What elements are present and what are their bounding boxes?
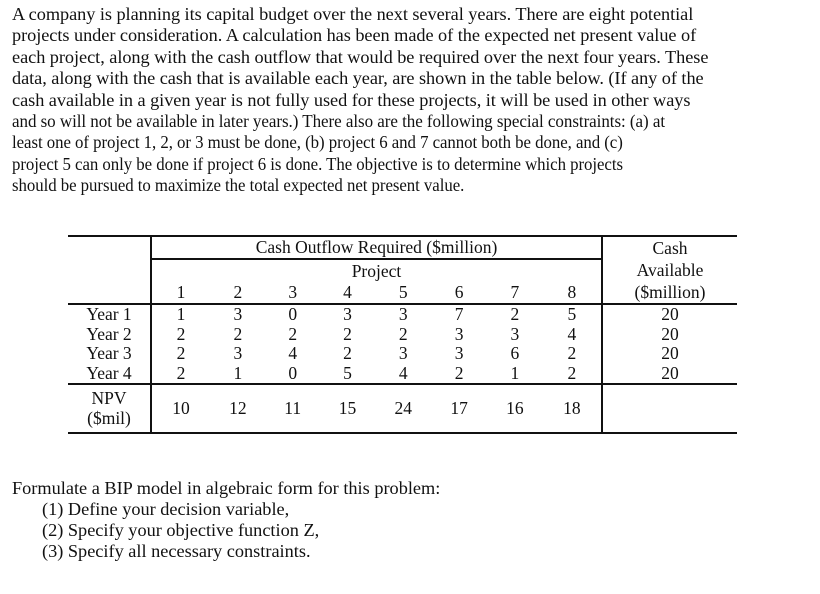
npv-label-line: NPV <box>91 388 127 408</box>
problem-line: project 5 can only be done if project 6 is done. The objective is to determine which projects <box>12 153 623 174</box>
row-label: Year 3 <box>86 343 132 363</box>
table-row <box>68 344 737 364</box>
project-number: 3 <box>288 281 298 302</box>
cell: 1 <box>510 362 520 383</box>
cash-outflow-table <box>68 235 737 434</box>
table-row <box>68 364 737 385</box>
cell: 2 <box>151 325 210 345</box>
cash-cell: 20 <box>602 364 737 385</box>
npv-cell: 24 <box>394 397 413 418</box>
task-intro: Formulate a BIP model in algebraic form for this problem: <box>12 478 441 498</box>
cell: 4 <box>288 343 298 363</box>
npv-cell: 10 <box>151 384 210 433</box>
npv-cell: 15 <box>338 397 357 418</box>
task-instructions <box>12 478 440 562</box>
cell: 5 <box>343 362 352 383</box>
cash-header-line: Available <box>636 260 704 280</box>
corner-cell <box>68 236 151 259</box>
cell: 4 <box>398 362 408 383</box>
npv-cell: 12 <box>229 397 247 418</box>
cell: 3 <box>343 304 352 324</box>
project-number: 6 <box>454 281 464 302</box>
problem-statement <box>12 4 812 197</box>
cell: 3 <box>233 343 243 363</box>
cell: 3 <box>454 323 464 344</box>
cell: 2 <box>567 343 577 363</box>
cell: 5 <box>567 304 577 324</box>
problem-line: and so will not be available in later years.) There also are the following special constraints: (a) at <box>12 111 666 132</box>
project-header: Project <box>151 259 602 282</box>
cell: 2 <box>288 323 298 344</box>
cell: 0 <box>288 304 298 324</box>
npv-cell: 17 <box>450 397 468 418</box>
npv-row <box>68 384 737 433</box>
problem-line: least one of project 1, 2, or 3 must be done, (b) project 6 and 7 cannot both be done, and (c) <box>12 132 623 153</box>
table-row <box>68 325 737 345</box>
task-item: (3) Specify all necessary constraints. <box>42 541 311 561</box>
project-number: 5 <box>398 281 408 302</box>
cell: 4 <box>567 323 577 344</box>
project-number: 4 <box>343 281 352 302</box>
table-row <box>68 304 737 325</box>
npv-cell: 16 <box>506 397 524 418</box>
cell: 2 <box>343 323 352 344</box>
cell: 6 <box>510 343 520 363</box>
cell: 2 <box>233 323 243 344</box>
project-number: 7 <box>510 281 520 302</box>
cell: 3 <box>398 343 408 363</box>
problem-line: each project, along with the cash outflow that would be required over the next four years. These <box>12 46 709 67</box>
cell: 2 <box>510 304 520 324</box>
cell: 3 <box>454 343 464 363</box>
row-label: Year 2 <box>86 323 132 344</box>
project-number: 8 <box>567 281 577 302</box>
cell: 1 <box>151 304 210 325</box>
task-item: (1) Define your decision variable, <box>42 499 290 519</box>
cell: 2 <box>454 362 464 383</box>
cell: 7 <box>454 304 464 324</box>
project-number: 2 <box>233 281 243 302</box>
cell: 2 <box>398 323 408 344</box>
problem-line: A company is planning its capital budget over the next several years. There are eight potential <box>12 4 694 24</box>
task-item: (2) Specify your objective function Z, <box>42 520 320 540</box>
problem-line: should be pursued to maximize the total expected net present value. <box>12 175 465 196</box>
cash-available-header <box>602 236 737 304</box>
npv-label-line: ($mil) <box>87 407 131 428</box>
cash-header-line: Cash <box>652 238 688 258</box>
project-number: 1 <box>151 282 210 304</box>
cell: 2 <box>343 343 352 363</box>
cell: 2 <box>151 344 210 364</box>
group-header: Cash Outflow Required ($million) <box>151 236 602 259</box>
cell: 1 <box>233 362 243 383</box>
npv-cell: 18 <box>563 397 581 418</box>
cell: 3 <box>398 304 408 324</box>
problem-line: data, along with the cash that is available each year, are shown in the table below. (If any of the <box>12 68 704 89</box>
cell: 2 <box>151 364 210 385</box>
npv-label <box>68 384 151 433</box>
cell: 2 <box>567 362 577 383</box>
row-label: Year 1 <box>86 304 132 324</box>
npv-cell: 11 <box>284 397 302 418</box>
problem-line: cash available in a given year is not fully used for these projects, it will be used in other ways <box>12 89 691 110</box>
cell: 0 <box>288 362 298 383</box>
npv-cash-empty <box>602 384 737 433</box>
problem-line: projects under consideration. A calculation has been made of the expected net present value of <box>12 25 697 46</box>
row-label: Year 4 <box>86 362 132 383</box>
cash-cell: 20 <box>602 325 737 345</box>
cash-cell: 20 <box>602 304 737 325</box>
cell: 3 <box>510 323 520 344</box>
cash-cell: 20 <box>602 344 737 364</box>
cell: 3 <box>233 304 243 324</box>
cash-header-line: ($million) <box>634 282 706 302</box>
